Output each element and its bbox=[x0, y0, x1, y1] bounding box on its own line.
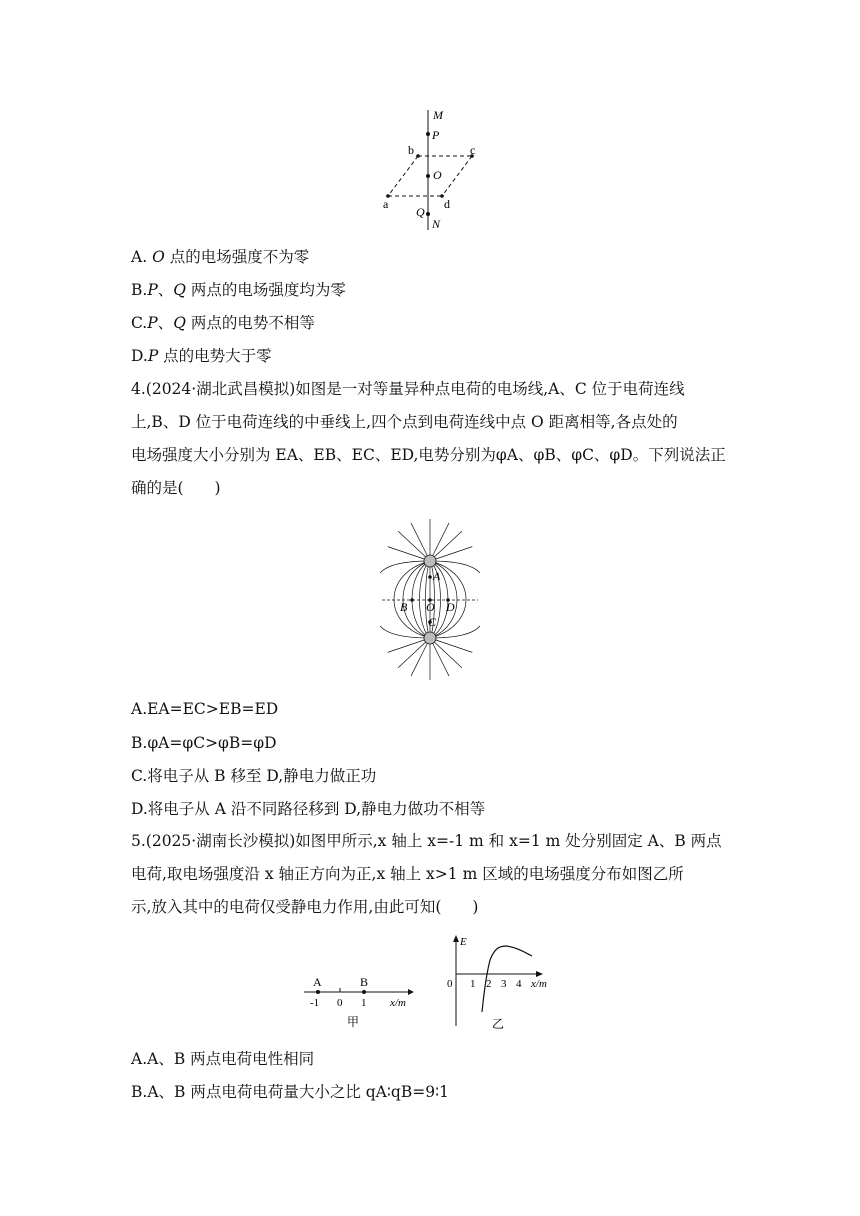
q4-option-a: A.EA=EC>EB=ED bbox=[131, 700, 279, 718]
label-M: M bbox=[433, 108, 443, 122]
yi-tick-2: 2 bbox=[486, 978, 492, 990]
q5-line-2: 电荷,取电场强度沿 x 轴正方向为正,x 轴上 x>1 m 区域的电场强度分布如图乙所 bbox=[131, 865, 684, 883]
field-ray bbox=[430, 638, 462, 668]
q4-line-4: 确的是( ) bbox=[131, 479, 221, 497]
figure-yi bbox=[440, 932, 560, 1032]
q4-option-c: C.将电子从 B 移至 D,静电力做正功 bbox=[131, 767, 377, 785]
point-marker bbox=[428, 575, 432, 579]
jia-tick-1: 1 bbox=[361, 997, 367, 1009]
label-c: c bbox=[470, 143, 476, 157]
negative-charge bbox=[424, 632, 436, 644]
figure-square-plane bbox=[380, 106, 490, 232]
label-Q: Q bbox=[416, 205, 425, 219]
q3-option-d: D.P 点的电势大于零 bbox=[131, 347, 272, 365]
q3-option-b: B.P、Q 两点的电场强度均为零 bbox=[131, 281, 346, 299]
positive-charge bbox=[424, 555, 436, 567]
point-marker bbox=[410, 598, 414, 602]
label-C: C bbox=[428, 615, 437, 629]
figure-dipole-field bbox=[380, 516, 480, 686]
label-b: b bbox=[408, 143, 414, 157]
jia-caption: 甲 bbox=[347, 1015, 360, 1029]
label-D: D bbox=[446, 600, 455, 614]
yi-axis-label: x/m bbox=[531, 978, 547, 990]
field-ray bbox=[430, 531, 462, 561]
label-O: O bbox=[426, 600, 435, 614]
q4-line-1: 4.(2024·湖北武昌模拟)如图是一对等量异种点电荷的电场线,A、C 位于电荷连线 bbox=[131, 380, 685, 398]
q3-option-c: C.P、Q 两点的电势不相等 bbox=[131, 314, 315, 332]
yi-caption: 乙 bbox=[492, 1017, 505, 1031]
jia-label-B: B bbox=[360, 975, 369, 989]
q5-option-b: B.A、B 两点电荷电荷量大小之比 qA∶qB=9∶1 bbox=[131, 1083, 449, 1101]
figure-jia bbox=[300, 970, 420, 1030]
q5-stem bbox=[131, 825, 731, 924]
label-a: a bbox=[383, 197, 389, 211]
q4-option-b: B.φA=φC>φB=φD bbox=[131, 734, 277, 752]
q4-stem bbox=[131, 373, 731, 505]
yi-ylabel: E bbox=[460, 936, 467, 948]
label-d: d bbox=[444, 197, 450, 211]
yi-tick-3: 3 bbox=[501, 978, 507, 990]
field-ray bbox=[398, 638, 430, 668]
label-O: O bbox=[433, 168, 442, 182]
yi-tick-0: 0 bbox=[447, 978, 453, 990]
yi-tick-4: 4 bbox=[516, 978, 522, 990]
jia-axis-label: x/m bbox=[390, 997, 406, 1009]
field-ray bbox=[398, 531, 430, 561]
yi-tick-1: 1 bbox=[470, 978, 476, 990]
q5-option-a: A.A、B 两点电荷电性相同 bbox=[131, 1050, 315, 1068]
q4-line-3: 电场强度大小分别为 EA、EB、EC、ED,电势分别为φA、φB、φC、φD。下列说法正 bbox=[131, 446, 726, 464]
q3-option-a: A. O 点的电场强度不为零 bbox=[131, 248, 310, 266]
label-P: P bbox=[432, 128, 440, 142]
label-B: B bbox=[400, 600, 408, 614]
q4-option-d: D.将电子从 A 沿不同路径移到 D,静电力做功不相等 bbox=[131, 800, 486, 818]
jia-label-A: A bbox=[313, 975, 322, 989]
label-A: A bbox=[433, 569, 441, 583]
q4-line-2: 上,B、D 位于电荷连线的中垂线上,四个点到电荷连线中点 O 距离相等,各点处的 bbox=[131, 413, 678, 431]
q5-line-1: 5.(2025·湖南长沙模拟)如图甲所示,x 轴上 x=-1 m 和 x=1 m 处分别固定 A、B 两点 bbox=[131, 832, 722, 850]
q5-line-3: 示,放入其中的电荷仅受静电力作用,由此可知( ) bbox=[131, 898, 479, 916]
label-N: N bbox=[432, 217, 441, 231]
jia-tick-neg1: -1 bbox=[310, 997, 320, 1009]
jia-tick-0: 0 bbox=[337, 997, 343, 1009]
